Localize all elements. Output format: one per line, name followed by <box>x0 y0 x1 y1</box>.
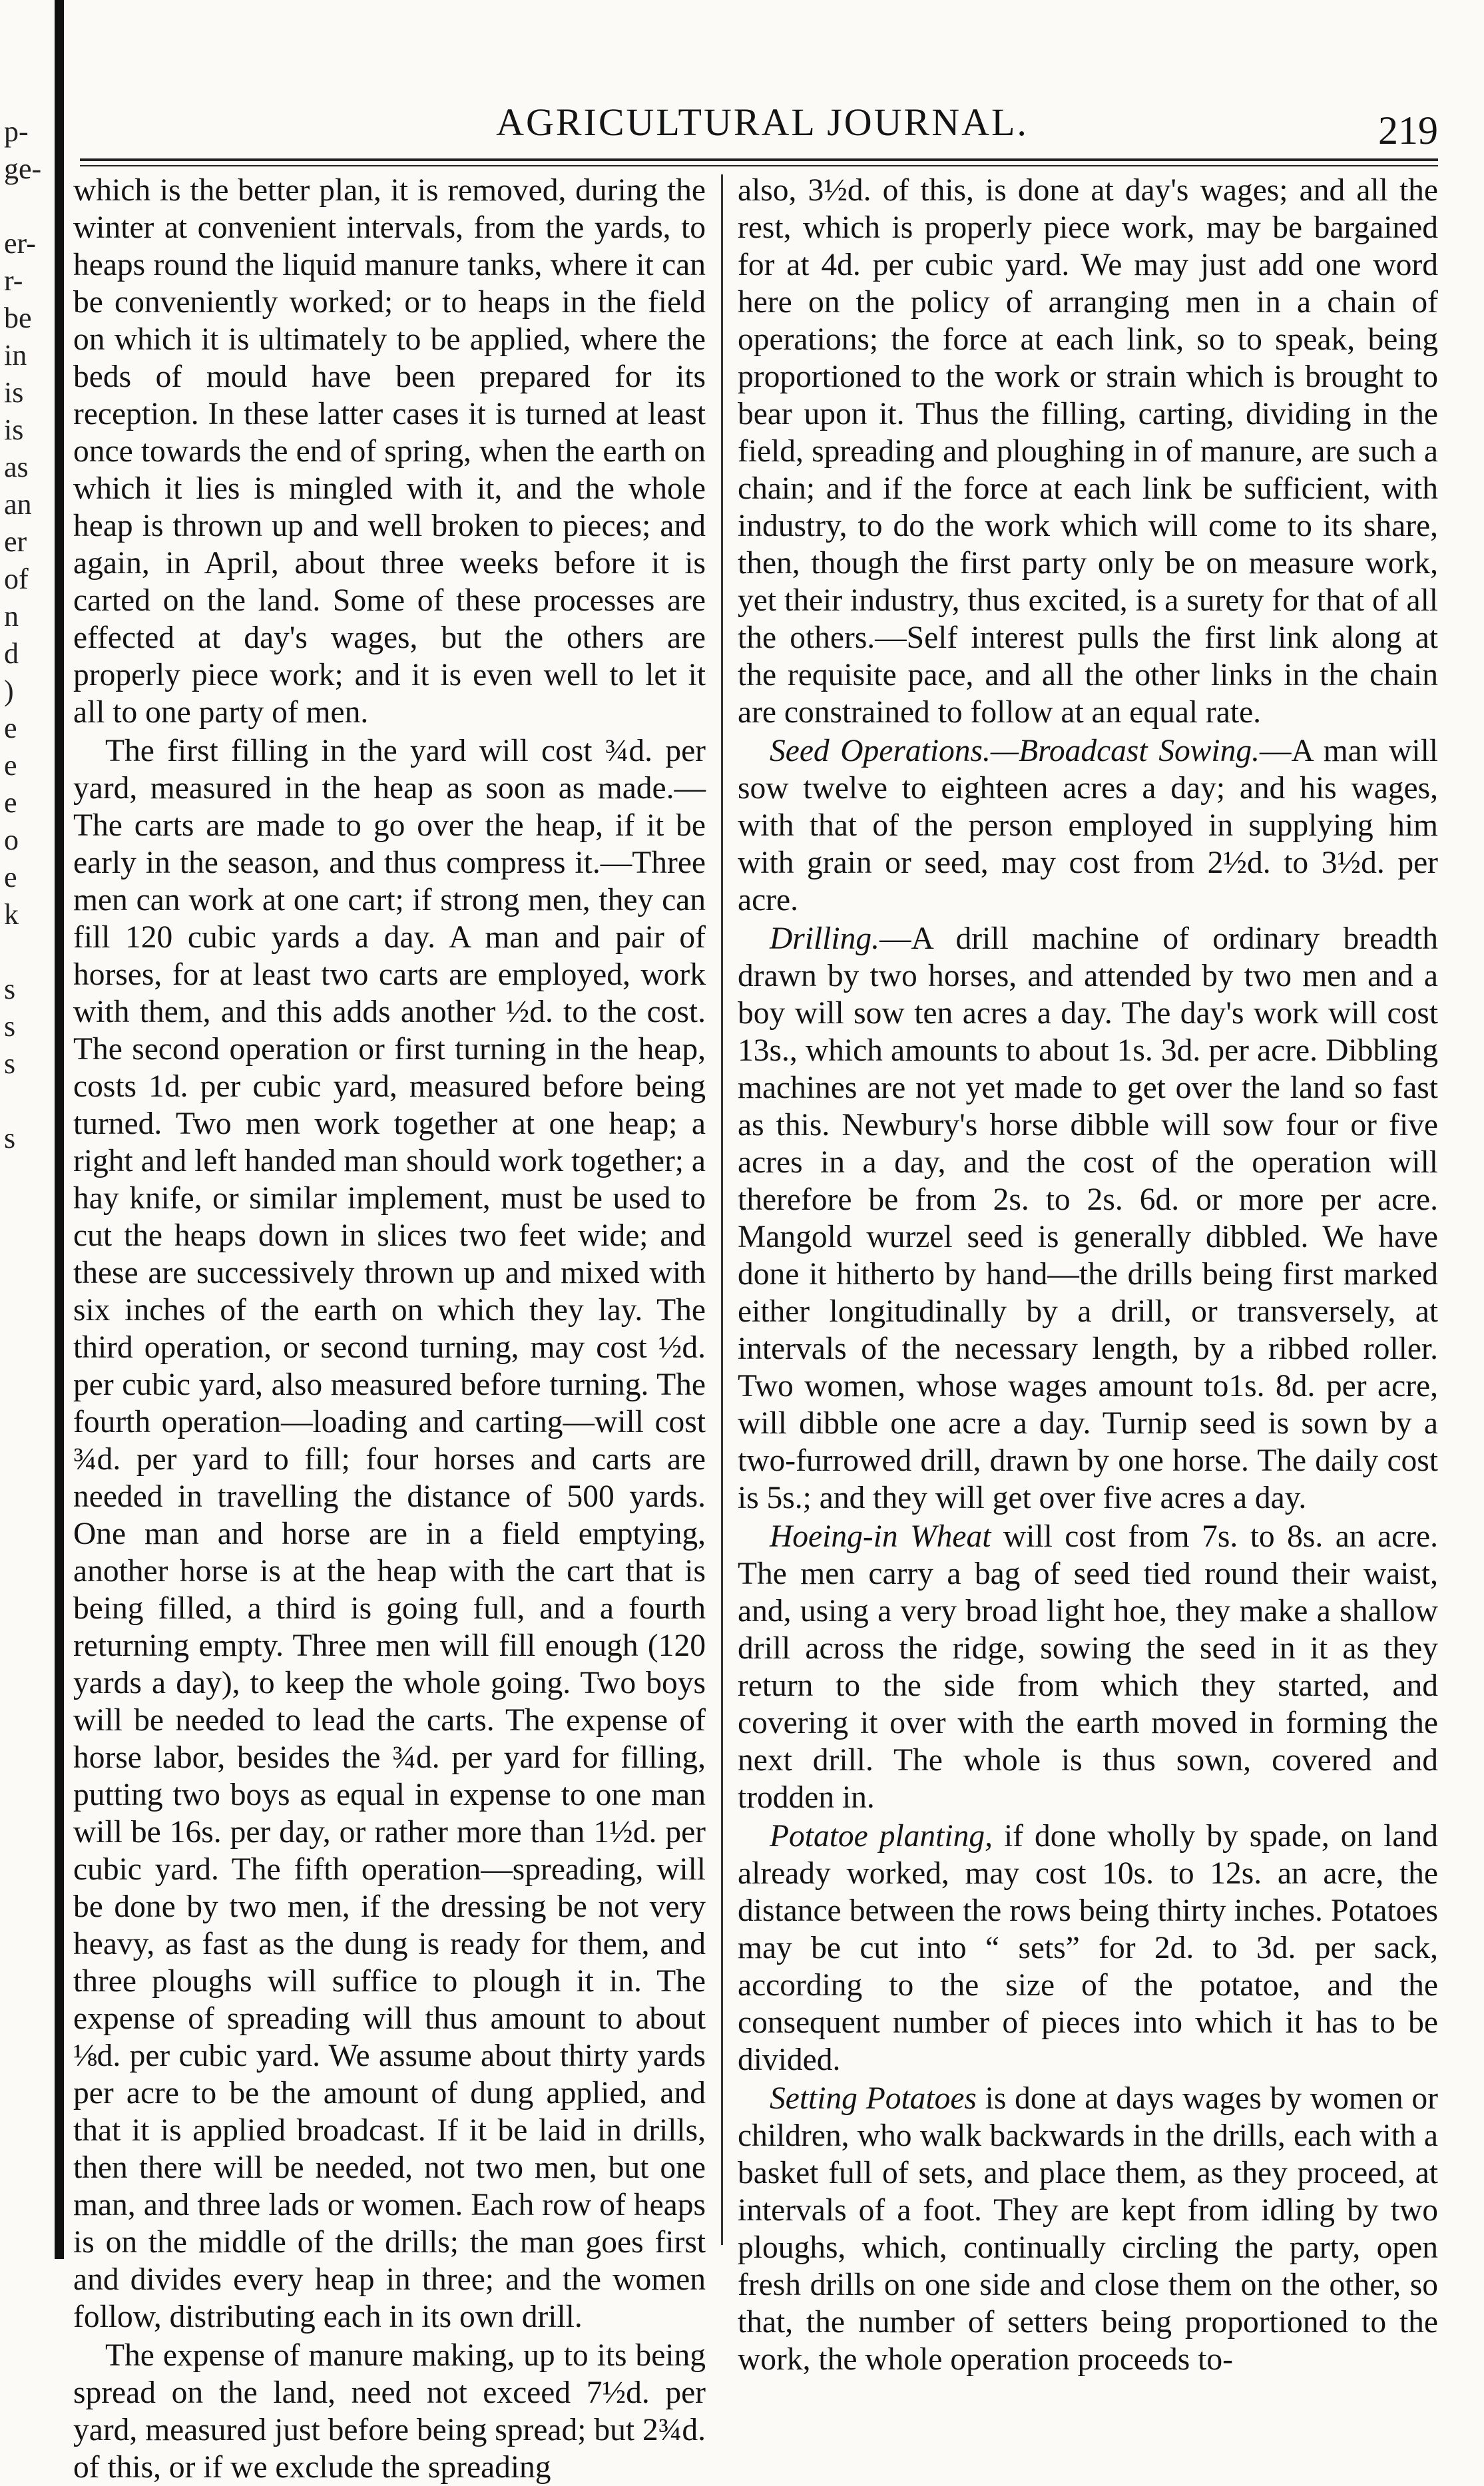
paragraph-text: if done wholly by spade, on land already worked, may cost 10s. to 12s. an acre, the distance between the rows being thirty inches. Potatoes may be cut into “ sets” for 2d. to 3d. per sack, according to the size of the potatoe, and the consequent number of pieces into which it has to be divided. <box>738 1819 1438 2077</box>
header-rule <box>80 158 1438 161</box>
paragraph <box>738 2080 1438 2378</box>
paragraph-text: also, 3½d. of this, is done at day's wages; and all the rest, which is properly piece work, may be bargained for at 4d. per cubic yard. We may just add one word here on the policy of arranging men in a chain of operations; the force at each link, so to speak, being proportioned to the work or strain which is brought to bear upon it. Thus the filling, carting, dividing in the field, spreading and ploughing in of manure, are such a chain; and if the force at each link be sufficient, with industry, to do the work which will come to its share, then, though the first party only be on measure work, yet their industry, thus excited, is a surety for that of all the others.—Self interest pulls the first link along at the requisite pace, and all the other links in the chain are constrained to follow at an equal rate. <box>738 173 1438 730</box>
run-in-heading: Setting Potatoes <box>770 2081 977 2116</box>
run-in-heading: Potatoe planting, <box>770 1819 993 1854</box>
paragraph-text: is done at days wages by women or children, who walk backwards in the drills, each with a basket full of sets, and place them, as they proceed, at intervals of a foot. They are kept from idling by two ploughs, which, continually circling the party, open fresh drills on one side and close them on the other, so that, the number of setters being proportioned to the work, the whole operation proceeds to- <box>738 2081 1438 2377</box>
gutter-fragment: s <box>4 1010 16 1043</box>
paragraph <box>738 732 1438 919</box>
paragraph <box>73 732 706 2336</box>
gutter-fragment: er- <box>4 227 36 260</box>
gutter-fragment: o <box>4 824 19 856</box>
paragraph-text: which is the better plan, it is removed, during the winter at convenient intervals, from the yards, to heaps round the liquid manure tanks, where it can be conveniently worked; or to heaps in the field on which it is ultimately to be applied, where the beds of mould have been prepared for its reception. In these latter cases it is turned at least once towards the end of spring, when the earth on which it lies is mingled with it, and the whole heap is thrown up and well broken to pieces; and again, in April, about three weeks before it is carted on the land. Some of these processes are effected at day's wages, but the others are properly piece work; and it is even well to let it all to one party of men. <box>73 173 706 730</box>
paragraph-text: The first filling in the yard will cost ¾d. per yard, measured in the heap as soon as made.—The carts are made to go over the heap, if it be early in the season, and thus compress it.—Three men can work at one cart; if strong men, they can fill 120 cubic yards a day. A man and pair of horses, for at least two carts are employed, work with them, and this adds another ½d. to the cost. The second operation or first turning in the heap, costs 1d. per cubic yard, measured before being turned. Two men work together at one heap; a right and left handed man should work together; a hay knife, or similar implement, must be used to cut the heaps down in slices two feet wide; and these are successively thrown up and mixed with six inches of the earth on which they lay. The third operation, or second turning, may cost ½d. per cubic yard, also measured before turning. The fourth operation—loading and carting—will cost ¾d. per yard to fill; four horses and carts are needed in travelling the distance of 500 yards. One man and horse are in a field emptying, another horse is at the heap with the cart that is being filled, a third is going full, and a fourth returning empty. Three men will fill enough (120 yards a day), to keep the whole going. Two boys will be needed to lead the carts. The expense of horse labor, besides the ¾d. per yard for filling, putting two boys as equal in expense to one man will be 16s. per day, or rather more than 1½d. per cubic yard. The fifth operation—spreading, will be done by two men, if the dressing be not very heavy, as fast as the dung is ready for them, and three ploughs will suffice to plough it in. The expense of spreading will thus amount to about ⅛d. per cubic yard. We assume about thirty yards per acre to be the amount of dung applied, and that it is applied broadcast. If it be laid in drills, then there will be needed, not two men, but one man, and three lads or women. Each row of heaps is on the middle of the drills; the man goes first and divides every heap in three; and the women follow, distributing each in its own drill. <box>73 734 706 2334</box>
gutter-fragment: an <box>4 488 32 521</box>
column-divider <box>721 174 723 2245</box>
run-in-heading: Hoeing-in Wheat <box>770 1519 991 1554</box>
gutter-fragment: be <box>4 302 32 334</box>
paragraph <box>738 172 1438 731</box>
gutter-fragment: ge- <box>4 152 42 185</box>
running-title: AGRICULTURAL JOURNAL. <box>496 101 1029 144</box>
gutter-fragment: is <box>4 413 24 446</box>
gutter-fragment: er <box>4 525 27 558</box>
gutter-fragment <box>4 1083 51 1120</box>
right-column <box>738 172 1438 2377</box>
gutter-fragment: of <box>4 563 29 595</box>
gutter-fragment: s <box>4 1047 16 1080</box>
header-rule-thin <box>80 165 1438 166</box>
gutter-fragment: in <box>4 339 27 372</box>
gutter-fragment: d <box>4 637 19 670</box>
gutter-fragment <box>4 188 51 225</box>
binding-gutter <box>55 0 64 2259</box>
gutter-fragment: n <box>4 600 19 632</box>
run-in-heading: Drilling. <box>770 921 879 956</box>
page-number: 219 <box>1378 109 1438 152</box>
paragraph <box>738 920 1438 1517</box>
left-column <box>73 172 706 2485</box>
gutter-fragment: is <box>4 376 24 409</box>
run-in-heading: Seed Operations.—Broadcast Sowing. <box>770 734 1260 768</box>
gutter-fragment: e <box>4 861 17 893</box>
gutter-fragment: r- <box>4 264 23 297</box>
page-header <box>87 100 1438 153</box>
gutter-fragment: ) <box>4 674 14 707</box>
paragraph <box>73 2337 706 2486</box>
gutter-fragment: p- <box>4 115 29 148</box>
paragraph-text: will cost from 7s. to 8s. an acre. The men carry a bag of seed tied round their waist, and, using a very broad light hoe, they make a shallow drill across the ridge, sowing the seed in it as they return to the side from which they started, and covering it over with the earth moved in forming the next drill. The whole is thus sown, covered and trodden in. <box>738 1519 1438 1815</box>
paragraph-text: The expense of manure making, up to its being spread on the land, need not exceed 7½d. per yard, measured just before being spread; but 2¾d. of this, or if we exclude the spreading <box>73 2338 706 2485</box>
gutter-fragment: e <box>4 749 17 782</box>
gutter-fragment: e <box>4 712 17 744</box>
paragraph-text: —A drill machine of ordinary breadth drawn by two horses, and attended by two men and a boy will sow ten acres a day. The day's work will cost 13s., which amounts to about 1s. 3d. per acre. Dibbling machines are not yet made to get over the land so fast as this. Newbury's horse dibble will sow four or five acres in a day, and the cost of the operation will therefore be from 2s. to 2s. 6d. or more per acre. Mangold wurzel seed is generally dibbled. We have done it hitherto by hand—the drills being first marked either longitudinally by a drill, or transversely, at intervals of the necessary length, by a ribbed roller. Two women, whose wages amount to1s. 8d. per acre, will dibble one acre a day. Turnip seed is sown by a two-furrowed drill, drawn by one horse. The daily cost is 5s.; and they will get over five acres a day. <box>738 921 1438 1515</box>
paragraph <box>738 1518 1438 1816</box>
gutter-fragment: as <box>4 451 29 483</box>
paragraph <box>738 1818 1438 2079</box>
gutter-fragment: s <box>4 1122 16 1154</box>
gutter-fragment: s <box>4 973 16 1005</box>
gutter-fragment <box>4 933 51 971</box>
gutter-fragment: e <box>4 786 17 819</box>
gutter-fragment: k <box>4 898 19 931</box>
previous-page-fragments <box>4 113 51 1157</box>
paragraph-text: —A man will sow twelve to eighteen acres a day; and his wages, with that of the person employed in supplying him with grain or seed, may cost from 2½d. to 3½d. per acre. <box>738 734 1438 917</box>
paragraph <box>73 172 706 731</box>
